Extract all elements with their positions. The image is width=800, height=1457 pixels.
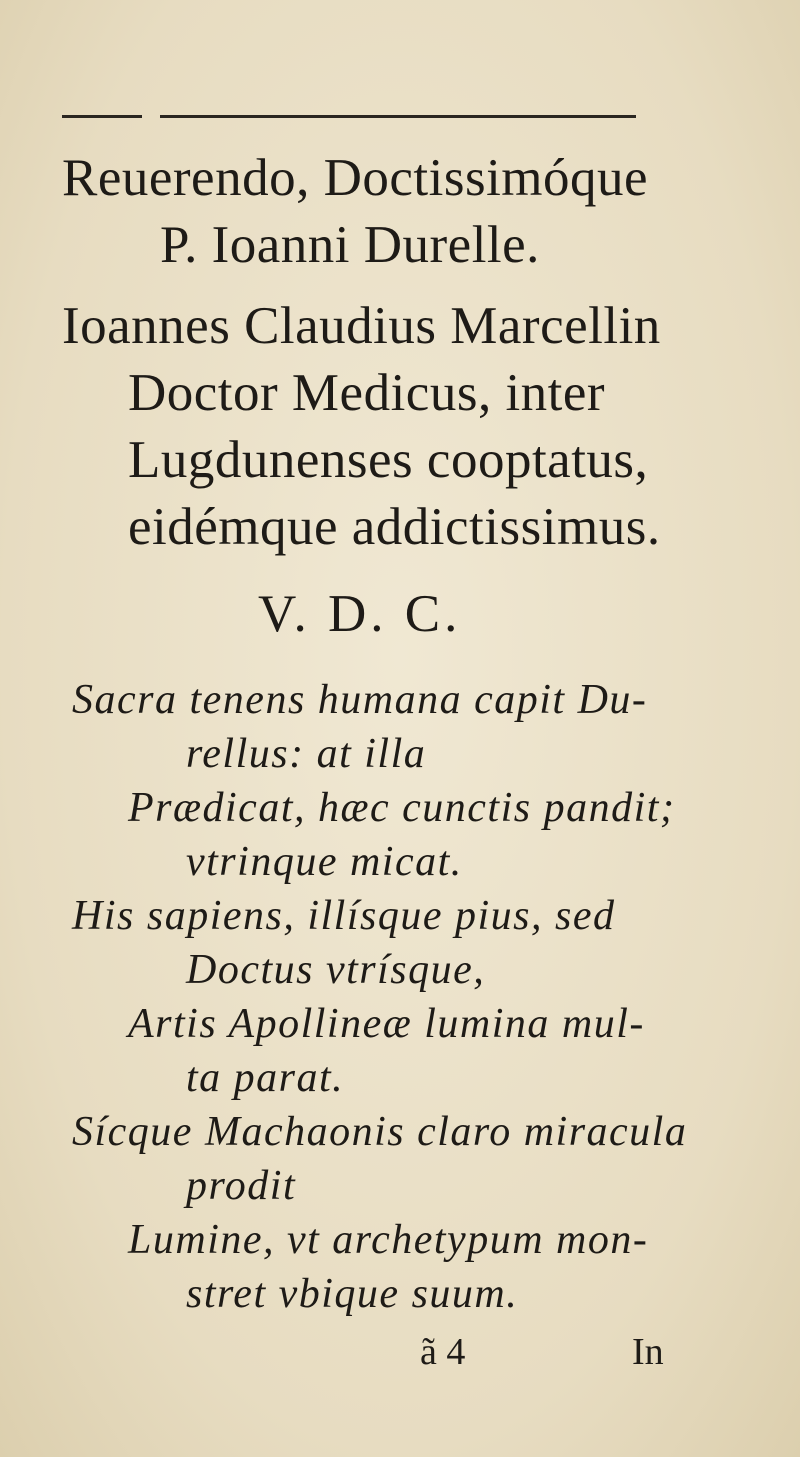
- dedication-line-1: Reuerendo, Doctissimóque: [62, 149, 649, 207]
- poem-line-3: Prædicat, hæc cunctis pandit;: [128, 785, 676, 831]
- author-line-4: eidémque addictissimus.: [128, 498, 661, 556]
- signature-mark: ã 4: [420, 1331, 466, 1373]
- author-line-1: Ioannes Claudius Marcellin: [62, 297, 661, 355]
- poem-line-5: His sapiens, illísque pius, sed: [72, 893, 616, 939]
- poem-line-10: prodit: [186, 1163, 297, 1209]
- poem-line-7: Artis Apollineæ lumina mul-: [128, 1001, 645, 1047]
- author-line-3: Lugdunenses cooptatus,: [128, 431, 649, 489]
- poem-line-4: vtrinque micat.: [186, 839, 463, 885]
- poem-line-11: Lumine, vt archetypum mon-: [128, 1217, 649, 1263]
- header-rule-right: [160, 115, 636, 118]
- poem-line-6: Doctus vtrísque,: [186, 947, 486, 993]
- poem-line-9: Sícque Machaonis claro miracula: [72, 1109, 688, 1155]
- poem-line-2: rellus: at illa: [186, 731, 427, 777]
- vdc-initials: V. D. C.: [258, 585, 462, 643]
- header-rule-left: [62, 115, 142, 118]
- poem-line-1: Sacra tenens humana capit Du-: [72, 677, 648, 723]
- catchword: In: [632, 1331, 664, 1373]
- poem-line-12: stret vbique suum.: [186, 1271, 519, 1317]
- dedication-line-2: P. Ioanni Durelle.: [160, 216, 540, 274]
- poem-line-8: ta parat.: [186, 1055, 345, 1101]
- author-line-2: Doctor Medicus, inter: [128, 364, 606, 422]
